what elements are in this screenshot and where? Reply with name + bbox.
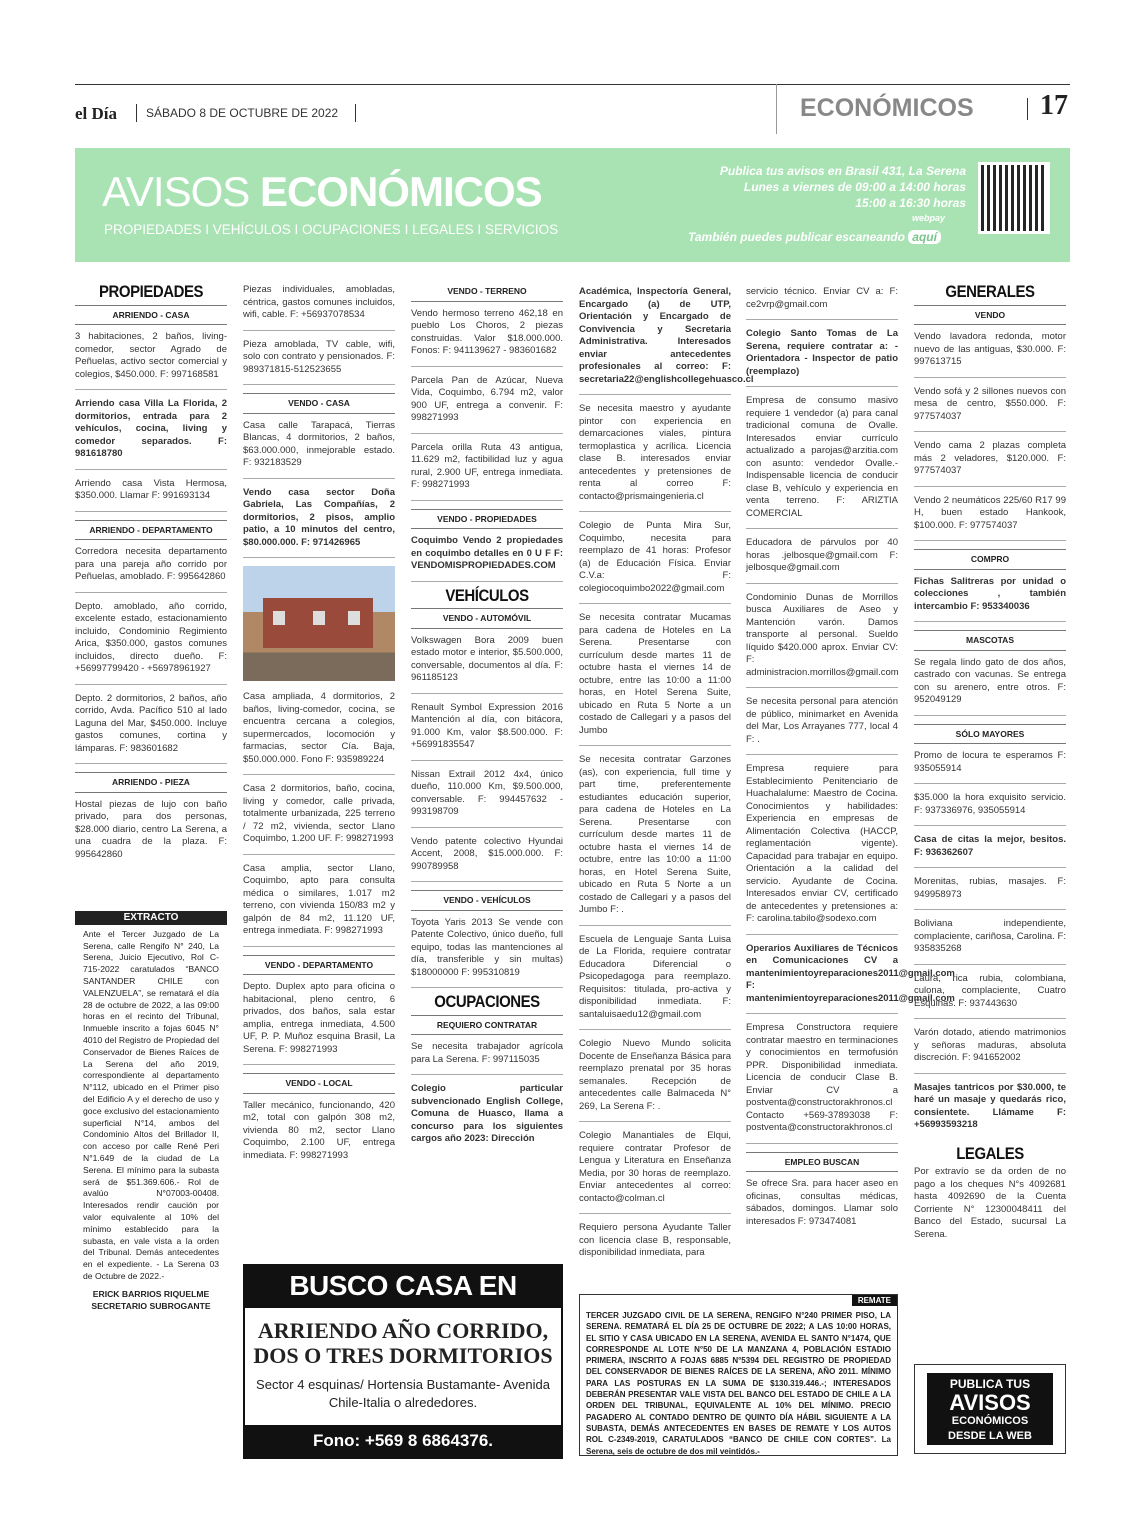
logo: el Día	[75, 104, 118, 123]
top-rule	[75, 84, 1070, 85]
list-item: Masajes tantricos por $30.000, te haré un masaje y quedarás rico, consientete. Llámame F: +56993593218	[914, 1081, 1066, 1130]
list-item: Condominio Dunas de Morrillos busca Auxiliares de Aseo y Mantención varón. Damos transporte al personal. Sueldo líquido $420.000 aprox. Enviar CV: F: administracion.morrillos@gmail.com	[746, 592, 898, 689]
list-item: Colegio Santo Tomas de La Serena, requiere contratar a: - Orientadora - Inspector de patio (reemplazo)	[746, 328, 898, 387]
list-item: Se necesita contratar Mucamas para cadena de Hoteles en La Serena. Presentarse con currículum desde martes 11 de octubre hasta el viernes 14 de octubre, entre las 10:00 a 11:00 horas, en Hotel Serena Suite, ubicado en Ruta 5 Norte a un costado de Callegari y a pasos del Jumbo	[579, 612, 731, 746]
subheading: ARRIENDO - DEPARTAMENTO	[75, 520, 227, 541]
subheading: EMPLEO BUSCAN	[746, 1152, 898, 1173]
subheading: VENDO - AUTOMÓVIL	[411, 608, 563, 629]
section-title: ECONÓMICOS	[800, 94, 974, 122]
list-item: Escuela de Lenguaje Santa Luisa de La Florida, requiere contratar Educadora Diferencial o Psicopedagoga para reemplazo. Requisitos: titulada, pro-activa y disponibilidad inmediata. F: santaluisaedu12@gmail.com	[579, 934, 731, 1031]
list-item: Pieza amoblada, TV cable, wifi, solo con contrato y pensionados. F: 989371815-512523655	[243, 339, 395, 386]
subheading: VENDO	[914, 305, 1066, 326]
list-item: Renault Symbol Expression 2016 Mantención al día, con bitácora, 91.000 Km, valor $8.500.000. F: +56991835547	[411, 702, 563, 761]
list-item: Vendo sofá y 2 sillones nuevos con mesa de centro, $550.000. F: 977574037	[914, 386, 1066, 433]
subheading: VENDO - DEPARTAMENTO	[243, 955, 395, 976]
list-item: Piezas individuales, amobladas, céntrica, gastos comunes incluidos, wifi, cable. F: +56937078534	[243, 284, 395, 331]
list-item: Vendo hermoso terreno 462,18 en pueblo Los Choros, 2 piezas construidas. Valor $18.000.000. Fonos: F: 941139627 - 983601682	[411, 308, 563, 367]
list-item: Morenitas, rubias, masajes. F: 949958973	[914, 876, 1066, 910]
list-item: Vendo patente colectivo Hyundai Accent, 2008, $15.000.000. F: 990789958	[411, 836, 563, 883]
list-item: Corredora necesita departamento para una pareja año corrido por Peñuelas, amoblado. F: 995642860	[75, 546, 227, 593]
subheading: VENDO - CASA	[243, 393, 395, 414]
list-item: Empresa de consumo masivo requiere 1 vendedor (a) para canal tradicional comuna de Ovalle. Interesados enviar currículo actualizado a parojas@arzitia.com con asunto: vendedor Ovalle.- Indispensable licencia de conducir clase B, vehículo y experiencia en venta terreno. F: ARIZTIA COMERCIAL	[746, 395, 898, 529]
subheading: VENDO - VEHÍCULOS	[411, 890, 563, 911]
webpay-logo: webpay	[912, 213, 946, 223]
column-4	[579, 286, 754, 1276]
list-item: Operarios Auxiliares de Técnicos en Comunicaciones CV a mantenimientoyreparaciones2011@gmail.com F: mantenimientoyreparaciones2011@gmail.com	[746, 943, 898, 1015]
subheading: ARRIENDO - CASA	[75, 305, 227, 326]
list-item: Nissan Extrail 2012 4x4, único dueño, 110.000 Km, $9.500.000, conversable. F: 994457632 - 993198709	[411, 769, 563, 828]
list-item: Casa 2 dormitorios, baño, cocina, living y comedor, calle privada, totalmente urbanizada, 225 terreno / 72 m2, vivienda, sector Llano Coquimbo, 1.200 UF. F: 998271993	[243, 783, 395, 855]
qr-code-icon[interactable]	[978, 162, 1050, 234]
column-2	[243, 284, 395, 1178]
list-item: Se necesita maestro y ayudante pintor con experiencia en demarcaciones viales, pintura termoplastica y acrílica. Licencia clase B. interesados enviar antecedentes y pretensiones de renta al correo F: contacto@prismaingenieria.cl	[579, 403, 731, 512]
list-item: servicio técnico. Enviar CV a: F: ce2vrp@gmail.com	[746, 286, 898, 320]
subheading: VENDO - TERRENO	[411, 282, 563, 302]
banner-info: Publica tus avisos en Brasil 431, La Serena Lunes a viernes de 09:00 a 14:00 horas 15:00 a 16:30 horas	[719, 164, 966, 210]
subheading: REQUIERO CONTRATAR	[411, 1015, 563, 1036]
list-item: Vendo lavadora redonda, motor nuevo de las antiguas, $30.000. F: 997613715	[914, 331, 1066, 378]
section-heading: LEGALES	[956, 1143, 1024, 1163]
house-photo	[243, 566, 395, 681]
subheading: ARRIENDO - PIEZA	[75, 772, 227, 793]
list-item: Colegio de Punta Mira Sur, Coquimbo, necesita para reemplazo de 41 horas: Profesor (a) de Educación Física. Enviar C.V.a: F: colegiocoquimbo2022@gmail.com	[579, 520, 731, 604]
subheading: VENDO - LOCAL	[243, 1073, 395, 1094]
list-item: Toyota Yaris 2013 Se vende con Patente Colectivo, único dueño, full equipo, todas las mantenciones al día, transferible y sin multas) $18000000 F: 995310819	[411, 917, 563, 989]
list-item: Colegio Manantiales de Elqui, requiere contratar Profesor de Lengua y Literatura en Enseñanza Media, por 30 horas de reemplazo. Enviar antecedentes al correo: contacto@colman.cl	[579, 1130, 731, 1214]
subheading: COMPRO	[914, 549, 1066, 570]
page-number: 17	[1040, 90, 1068, 121]
list-item: Hostal piezas de lujo con baño privado, para dos personas, $28.000 diario, centro La Serena, a una cuadra de la plaza. F: 995642860	[75, 798, 227, 860]
list-item: Varón dotado, atiendo matrimonios y señoras maduras, absoluta discreción. F: 941652002	[914, 1027, 1066, 1074]
list-item: Colegio particular subvencionado English College, Comuna de Huasco, llama a concurso para los siguientes cargos año 2023: Dirección	[411, 1083, 563, 1144]
list-item: Coquimbo Vendo 2 propiedades en coquimbo detalles en 0 U F F: VENDOMISPROPIEDADES.COM	[411, 535, 563, 582]
remate-notice: REMATE TERCER JUZGADO CIVIL DE LA SERENA, RENGIFO N°240 PRIMER PISO, LA SERENA. REMATARÁ EL DÍA 25 DE OCTUBRE DE 2022; A LAS 10:00 HORAS, EL SITIO Y CASA UBICADO EN LA SERENA, AVENIDA EL SANTO N°1474, QUE CORRESPONDE AL LOTE N°50 DE LA MANZANA 4, POBLACIÓN ESTADIO PRIMERA, INSCRITO A FOJAS 6885 N°5394 DEL REGISTRO DE PROPIEDAD DEL CONSERVADOR DE BIENES RAÍCES DE LA SERENA, AÑO 2011. MÍNIMO PARA LAS POSTURAS EN LA SUMA DE $130.319.446.-; INTERESADOS DEBERÁN PRESENTAR VALE VISTA DEL BANCO DEL ESTADO DE CHILE A LA ORDEN DEL TRIBUNAL, EQUIVALENTE AL 10% DEL MÍNIMO. PRECIO PAGADERO AL CONTADO DENTRO DE QUINTO DÍA HÁBIL SIGUIENTE A LA SUBASTA, DEMÁS ANTECEDENTES EN BASES DE REMATE Y LOS AUTOS ROL C-2349-2019, CARATULADOS “BANCO DE CHILE CON CORTES”. La Serena, seis de octubre de dos mil veintidós.-	[579, 1294, 898, 1456]
list-item: Empresa requiere para Establecimiento Penitenciario de Huachalalume: Maestro de Cocina. Conocimientos y habilidades: Experiencia en empresas de Alimentación Colectiva (HACCP, reglamentación vigente). Capacidad para trabajar en equipo. Orientación a la calidad del servicio. Ayudante de Cocina. Interesados enviar CV, certificado de antecedentes y pretensiones a: F: carolina.tabilo@sodexo.com	[746, 763, 898, 935]
section-heading: OCUPACIONES	[434, 992, 540, 1011]
list-item: Depto. 2 dormitorios, 2 baños, año corrido, Avda. Pacífico 510 al lado Laguna del Mar, $450.000. Incluye gastos comunes, cortina y lámparas. F: 983601682	[75, 693, 227, 765]
extracto-notice: EXTRACTO Ante el Tercer Juzgado de La Serena, calle Rengifo N° 240, La Serena, Juicio Ejecutivo, Rol C-715-2022 caratulados “BANCO SANTANDER CHILE con VALENZUELA”, se rematará el día 28 de octubre de 2022, a las 09:00 horas en el recinto del Tribunal, Inmueble inscrito a fojas 6045 N° 4010 del Registro de Propiedad del Conservador de Bienes Raíces de La Serena del año 2019, correspondiente al departamento N°112, ubicado en el Primer piso del Edificio A y el derecho de uso y goce exclusivo del estacionamiento superficial N°14, ambos del Condominio Altos del Brillador II, con acceso por calle René Peri N°1.649 de la ciudad de La Serena. El mínimo para la subasta será de $51.369.606.- Rol de avalúo N°07003-00408. Interesados rendir caución por valor equivalente al 10% del mínimo establecido para la subasta, en vale vista a la orden del Tribunal. Demás antecedentes en el expediente. - La Serena 03 de Octubre de 2022.- ERICK BARRIOS RIQUELME SECRETARIO SUBROGANTE	[75, 911, 227, 1312]
list-item: Depto. amoblado, año corrido, excelente estado, estacionamiento incluido, Condominio Regimiento Arica, $350.000, gastos comunes incluidos, directo dueño. F: +56997799420 - +56978961927	[75, 601, 227, 685]
column-3	[411, 280, 563, 1162]
list-item: $35.000 la hora exquisito servicio. F: 937336976, 935055914	[914, 792, 1066, 826]
section-heading: PROPIEDADES	[98, 282, 204, 301]
list-item: Requiero persona Ayudante Taller con licencia clase B, responsable, disponibilidad inmediata, para	[579, 1222, 731, 1258]
list-item: Casa de citas la mejor, besitos. F: 936362607	[914, 834, 1066, 868]
promo-box[interactable]: PUBLICA TUS AVISOS ECONÓMICOS DESDE LA WEB	[914, 1364, 1066, 1454]
list-item: Educadora de párvulos por 40 horas .jelbosque@gmail.com F: jelbosque@gmail.com	[746, 537, 898, 584]
subheading: MASCOTAS	[914, 630, 1066, 651]
list-item: 3 habitaciones, 2 baños, living-comedor, sector Agrado de Peñuelas, activo sector comercial y colegios, $450.000. F: 997168581	[75, 331, 227, 390]
list-item: Se regala lindo gato de dos años, castrado con vacunas. Se entrega con su arenero, entre otros. F: 952049129	[914, 657, 1066, 716]
list-item: Colegio Nuevo Mundo solicita Docente de Enseñanza Básica para reemplazo prenatal por 35 horas semanales. Recepción de antecedentes calle Balmaceda N° 269, La Serena F: .	[579, 1038, 731, 1122]
list-item: Vendo casa sector Doña Gabriela, Las Compañías, 2 dormitorios, 2 pisos, amplio patio, a 10 minutos del centro, $80.000.000. F: 971426965	[243, 487, 395, 559]
list-item: Vendo 2 neumáticos 225/60 R17 99 H, buen estado Hankook, $100.000. F: 977574037	[914, 495, 1066, 542]
list-item: Por extravío se da orden de no pago a los cheques N°s 4092681 hasta 4092690 de la Cuenta Corriente N° 12300048411 del Banco del Estado, sucursal La Serena.	[914, 1166, 1066, 1240]
list-item: Casa ampliada, 4 dormitorios, 2 baños, living-comedor, cocina, se encuentra cercana a colegios, supermercados, locomoción y farmacias, sector Cía. Baja, $50.000.000. Fono F: 935989224	[243, 691, 395, 775]
banner-categories: PROPIEDADES I VEHÍCULOS I OCUPACIONES I LEGALES I SERVICIOS	[104, 222, 559, 237]
scan-text: También puedes publicar escaneando aquí	[688, 230, 941, 244]
list-item: Empresa Constructora requiere contratar maestro en terminaciones y conocimientos en termofusión PPR. Disponibilidad inmediata. Licencia de conducir Clase B. Enviar CV a postventa@constructorakhronos.cl Contacto +569-37893038 F: postventa@constructorakhronos.cl	[746, 1022, 898, 1144]
list-item: Arriendo casa Villa La Florida, 2 dormitorios, entrada para 2 vehículos, cocina, living y comedor separados. F: 981618780	[75, 398, 227, 470]
list-item: Volkswagen Bora 2009 buen estado motor e interior, $5.500.000, conversable, documentos al día. F: 961185123	[411, 635, 563, 694]
list-item: Arriendo casa Vista Hermosa, $350.000. Llamar F: 991693134	[75, 478, 227, 512]
list-item: Parcela orilla Ruta 43 antigua, 11.629 m2, factibilidad luz y agua rural, 2.900 UF, entrega inmediata. F: 998271993	[411, 442, 563, 501]
list-item: Casa amplia, sector Llano, Coquimbo, apto para consulta médica o similares, 1.017 m2 terreno, con vivienda 150/83 m2 y galpón de 84 m2, 11.120 UF, entrega inmediata. F: 998271993	[243, 863, 395, 947]
list-item: Boliviana independiente, complaciente, cariñosa, Carolina. F: 935835268	[914, 918, 1066, 965]
list-item: Parcela Pan de Azúcar, Nueva Vida, Coquimbo, 6.794 m2, valor 900 UF, entrega a convenir. F: 998271993	[411, 375, 563, 434]
busco-casa-ad: BUSCO CASA EN ARRIENDO AÑO CORRIDO, DOS O TRES DORMITORIOS Sector 4 esquinas/ Hortensia Bustamante- Avenida Chile-Italia o alrededores. Fono: +569 8 6864376.	[243, 1264, 563, 1459]
list-item: Se necesita contratar Garzones (as), con experiencia, full time y part time, preferentemente estudiantes educación superior, para cadena de Hoteles en La Serena. Presentarse con currículum desde martes 11 de octubre hasta el viernes 14 de octubre, entre las 10:00 a 11:00 horas, en Hotel Serena Suite, ubicado en Ruta 5 Norte a un costado de Callegari y a pasos del Jumbo F: .	[579, 754, 731, 926]
subheading: VENDO - PROPIEDADES	[411, 509, 563, 530]
column-5	[746, 286, 955, 1244]
column-generales	[914, 280, 1066, 1257]
list-item: Laura, rica rubia, colombiana, culona, complaciente, Cuatro Esquinas. F: 937443630	[914, 973, 1066, 1020]
subheading: SÓLO MAYORES	[914, 724, 1066, 745]
list-item: Casa calle Tarapacá, Tierras Blancas, 4 dormitorios, 2 baños, $63.000.000, inmejorable estado. F: 932183529	[243, 420, 395, 479]
list-item: Vendo cama 2 plazas completa más 2 veladores, $120.000. F: 977574037	[914, 440, 1066, 487]
column-propiedades	[75, 280, 227, 877]
section-heading: VEHÍCULOS	[445, 585, 529, 605]
issue-date: SÁBADO 8 DE OCTUBRE DE 2022	[146, 106, 339, 120]
list-item: Fichas Salitreras por unidad o colecciones , también intercambio F: 953340036	[914, 576, 1066, 623]
list-item: Depto. Duplex apto para oficina o habitacional, pleno centro, 6 privados, dos baños, sala estar amplia, entrega inmediata, 4.500 UF, P. P. Muñoz esquina Brasil, La Serena. F: 998271993	[243, 981, 395, 1065]
list-item: Taller mecánico, funcionando, 420 m2, total con galpón 308 m2, vivienda 80 m2, sector Llano Coquimbo, 2.100 UF, entrega inmediata. F: 998271993	[243, 1099, 395, 1161]
section-heading: GENERALES	[945, 282, 1035, 301]
list-item: Promo de locura te esperamos F: 935055914	[914, 750, 1066, 784]
list-item: Se ofrece Sra. para hacer aseo en oficinas, consultas médicas, sábados, domingos. Llamar solo interesados F: 973474081	[746, 1178, 898, 1227]
list-item: Se necesita trabajador agrícola para La Serena. F: 997115035	[411, 1041, 563, 1075]
list-item: Académica, Inspectoría General, Encargado (a) de UTP, Orientación y Encargado de Convivencia y Secretaria Administrativa. Interesados enviar antecedentes profesionales al correo: F: secretaria22@englishcollegehuasco.cl	[579, 286, 731, 395]
banner-title: AVISOS ECONÓMICOS	[102, 168, 542, 215]
list-item: Se necesita personal para atención de público, minimarket en Avenida del Mar, Los Arrayanes 777, local 4 F: .	[746, 696, 898, 755]
